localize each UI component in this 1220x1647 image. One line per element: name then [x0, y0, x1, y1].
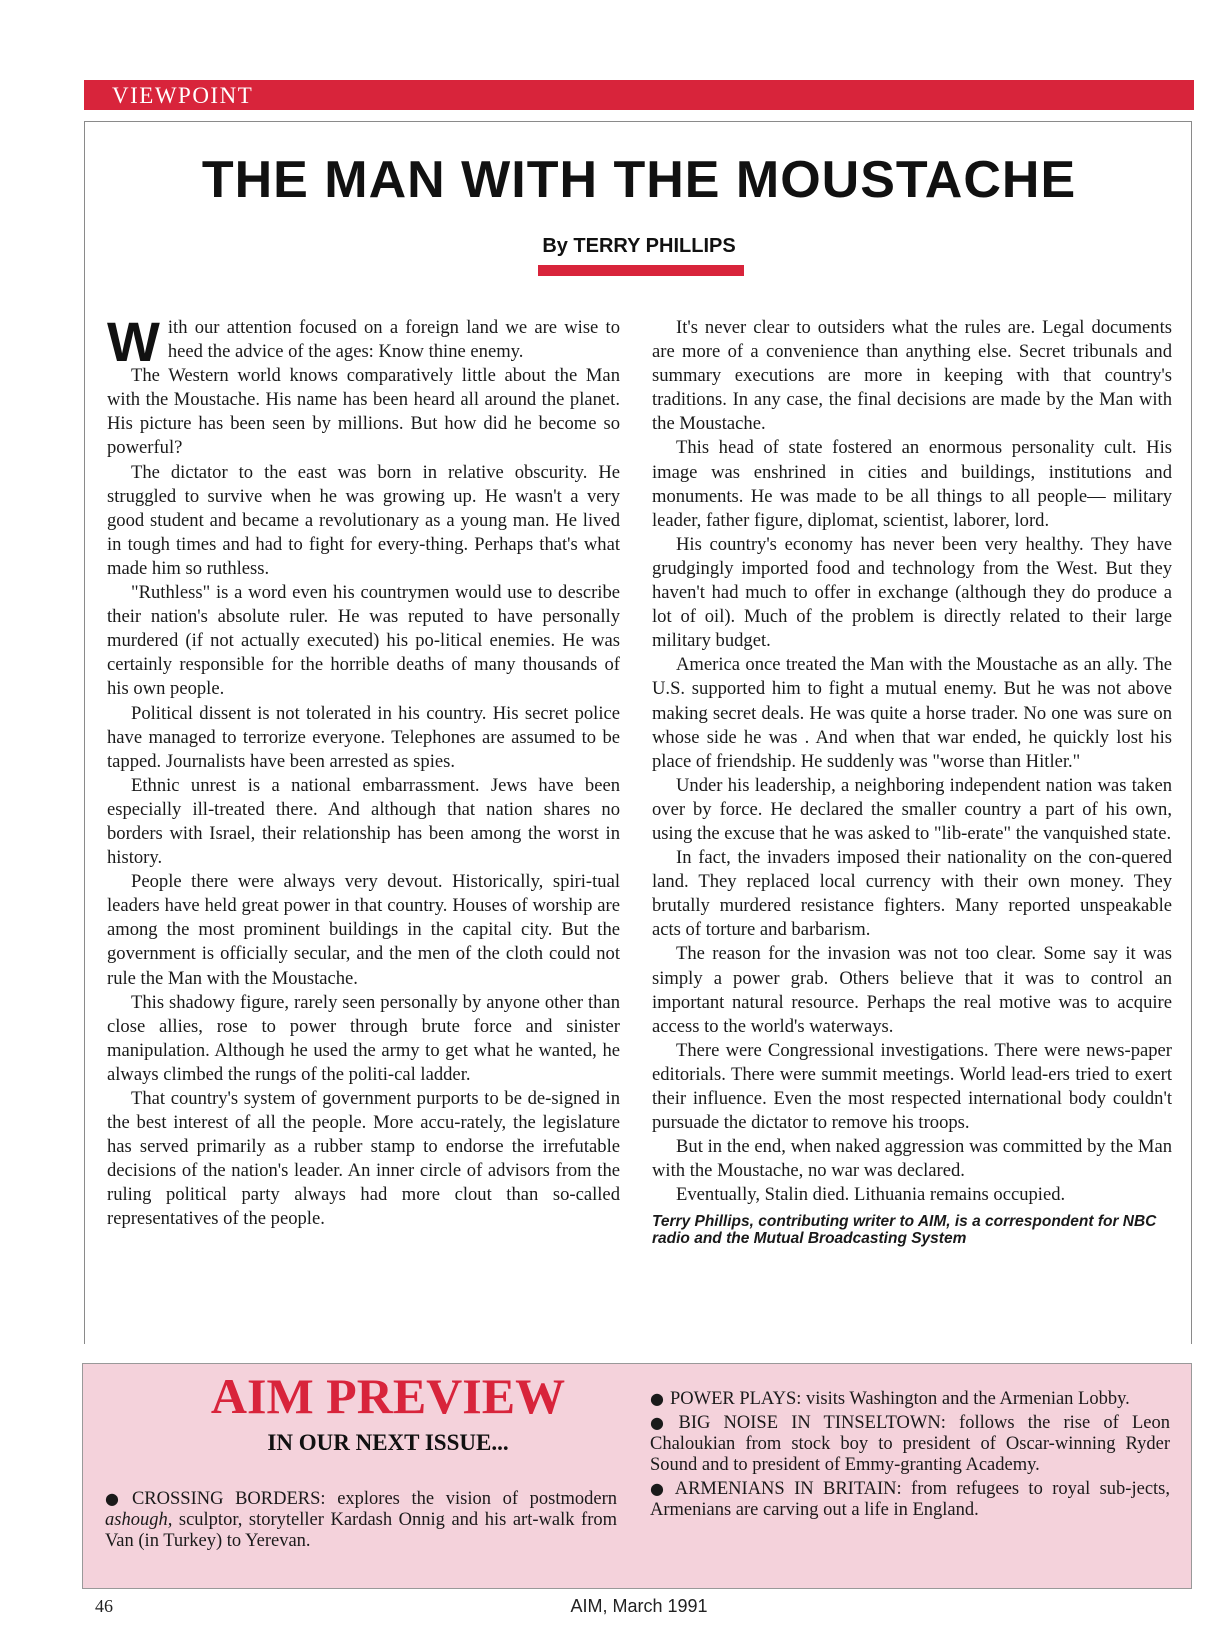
preview-item: ● BIG NOISE IN TINSELTOWN: follows the rise of Leon Chaloukian from stock boy to president of Oscar-winning Ryder Sound and to president of Emmy-granting Academy.: [650, 1413, 1170, 1475]
article-column-right: [652, 316, 1172, 1247]
article-paragraph: His country's economy has never been very healthy. They have grudgingly imported food and technology from the West. But they haven't had much to offer in exchange (although they do produce a lot of oil). Much of the problem is directly related to their large military budget.: [652, 533, 1172, 652]
article-paragraph: The reason for the invasion was not too clear. Some say it was simply a power grab. Others believe that it was to control an important natural resource. Perhaps the real motive was to acquire access to the world's waterways.: [652, 943, 1172, 1037]
bullet-icon: ●: [650, 1389, 664, 1408]
article-paragraph: There were Congressional investigations. There were news-paper editorials. There were summit meetings. World lead-ers tried to exert their influence. Even the most respected international body couldn't pursuade the dictator to remove his troops.: [652, 1039, 1172, 1134]
byline: By TERRY PHILLIPS: [542, 235, 736, 257]
article-paragraph: That country's system of government purports to be de-signed in the best interest of all the people. More accu-rately, the legislature has served primarily as a rubber stamp to endorse the irrefutable decisions of the nation's leader. An inner circle of advisors from the ruling political party always had more clout than so-called representatives of the people.: [107, 1088, 620, 1230]
article-paragraph: Political dissent is not tolerated in his country. His secret police have managed to terrorize everyone. Telephones are assumed to be tapped. Journalists have been arrested as spies.: [107, 702, 620, 772]
article-column-left: [107, 310, 620, 1232]
article-paragraph: People there were always very devout. Historically, spiri-tual leaders have held great power in that country. Houses of worship are among the most prominent buildings in the capital city. But the government is officially secular, and the men of the cloth could not rule the Man with the Moustache.: [107, 871, 620, 989]
drop-cap: W: [107, 310, 160, 373]
preview-item: ● POWER PLAYS: visits Washington and the Armenian Lobby.: [650, 1389, 1130, 1409]
bullet-icon: ●: [105, 1489, 126, 1508]
section-bar: [84, 80, 1194, 110]
bullet-icon: ●: [650, 1479, 669, 1498]
byline-rule: [538, 265, 744, 276]
preview-column-left: [105, 1488, 617, 1554]
preview-item: ● ARMENIANS IN BRITAIN: from refugees to royal sub-jects, Armenians are carving out a life in England.: [650, 1479, 1170, 1520]
article-paragraph: This shadowy figure, rarely seen personally by anyone other than close allies, rose to power through brute force and sinister manipulation. Although he used the army to get what he wanted, he always climbed the rungs of the politi-cal ladder.: [107, 991, 620, 1085]
section-label: VIEWPOINT: [112, 83, 254, 108]
article-paragraph: This head of state fostered an enormous personality cult. His image was enshrined in cities and buildings, institutions and monuments. He was made to be all things to all people— military leader, father figure, diplomat, scientist, laborer, lord.: [652, 437, 1172, 531]
preview-column-right: [650, 1388, 1170, 1523]
article-paragraph: Under his leadership, a neighboring independent nation was taken over by force. He declared the smaller country a part of his own, using the excuse that he was asked to "lib-erate" the vanquished state.: [652, 774, 1172, 844]
preview-subtitle: IN OUR NEXT ISSUE...: [267, 1430, 509, 1455]
bullet-icon: ●: [650, 1413, 673, 1432]
article-paragraph: But in the end, when naked aggression was committed by the Man with the Moustache, no war was declared.: [652, 1136, 1172, 1182]
footer-issue: AIM, March 1991: [570, 1596, 708, 1616]
page-number: 46: [95, 1596, 113, 1616]
article-paragraph: "Ruthless" is a word even his countrymen would use to describe their nation's absolute ruler. He was reputed to have personally murdered (if not actually executed) his po-litical enemies. He was certainly responsible for the horrible deaths of many thousands of his own people.: [107, 582, 620, 700]
article-paragraph: The Western world knows comparatively little about the Man with the Moustache. His name has been heard all around the planet. His picture has been seen by millions. But how did he become so powerful?: [107, 365, 620, 459]
article-paragraph: Ethnic unrest is a national embarrassment. Jews have been especially ill-treated there. And although that nation shares no borders with Israel, their relationship has been among the worst in history.: [107, 774, 620, 869]
headline: THE MAN WITH THE MOUSTACHE: [201, 151, 1077, 209]
author-note: Terry Phillips, contributing writer to AIM, is a correspondent for NBC radio and the Mutual Broadcasting System: [652, 1213, 1157, 1248]
preview-item: ● CROSSING BORDERS: explores the vision of postmodern ashough, sculptor, storyteller Kardash Onnig and his art-walk from Van (in Turkey) to Yerevan.: [105, 1489, 618, 1551]
article-paragraph: It's never clear to outsiders what the rules are. Legal documents are more of a convenience than anything else. Secret tribunals and summary executions are more in keeping with that country's traditions. In any case, the final decisions are made by the Man with the Moustache.: [652, 317, 1172, 435]
preview-title: AIM PREVIEW: [210, 1368, 566, 1424]
preview-box: [82, 1363, 1192, 1589]
article-paragraph: Eventually, Stalin died. Lithuania remains occupied.: [676, 1184, 1066, 1206]
article-paragraph: With our attention focused on a foreign land we are wise to heed the advice of the ages: Know thine enemy.: [107, 310, 620, 373]
article-paragraph: The dictator to the east was born in relative obscurity. He struggled to survive when he was growing up. He wasn't a very good student and became a revolutionary as a young man. He lived in tough times and had to fight for every-thing. Perhaps that's what made him so ruthless.: [107, 461, 620, 579]
article-paragraph: America once treated the Man with the Moustache as an ally. The U.S. supported him to fight a mutual enemy. But he was not above making secret deals. He was quite a horse trader. No one was sure on whose side he was . And when that war ended, he quickly lost his place of friendship. He suddenly was "worse than Hitler.": [652, 654, 1172, 772]
article-paragraph: In fact, the invaders imposed their nationality on the con-quered land. They replaced local currency with their own money. They brutally murdered resistance fighters. Many reported unspeakable acts of torture and barbarism.: [652, 847, 1172, 941]
